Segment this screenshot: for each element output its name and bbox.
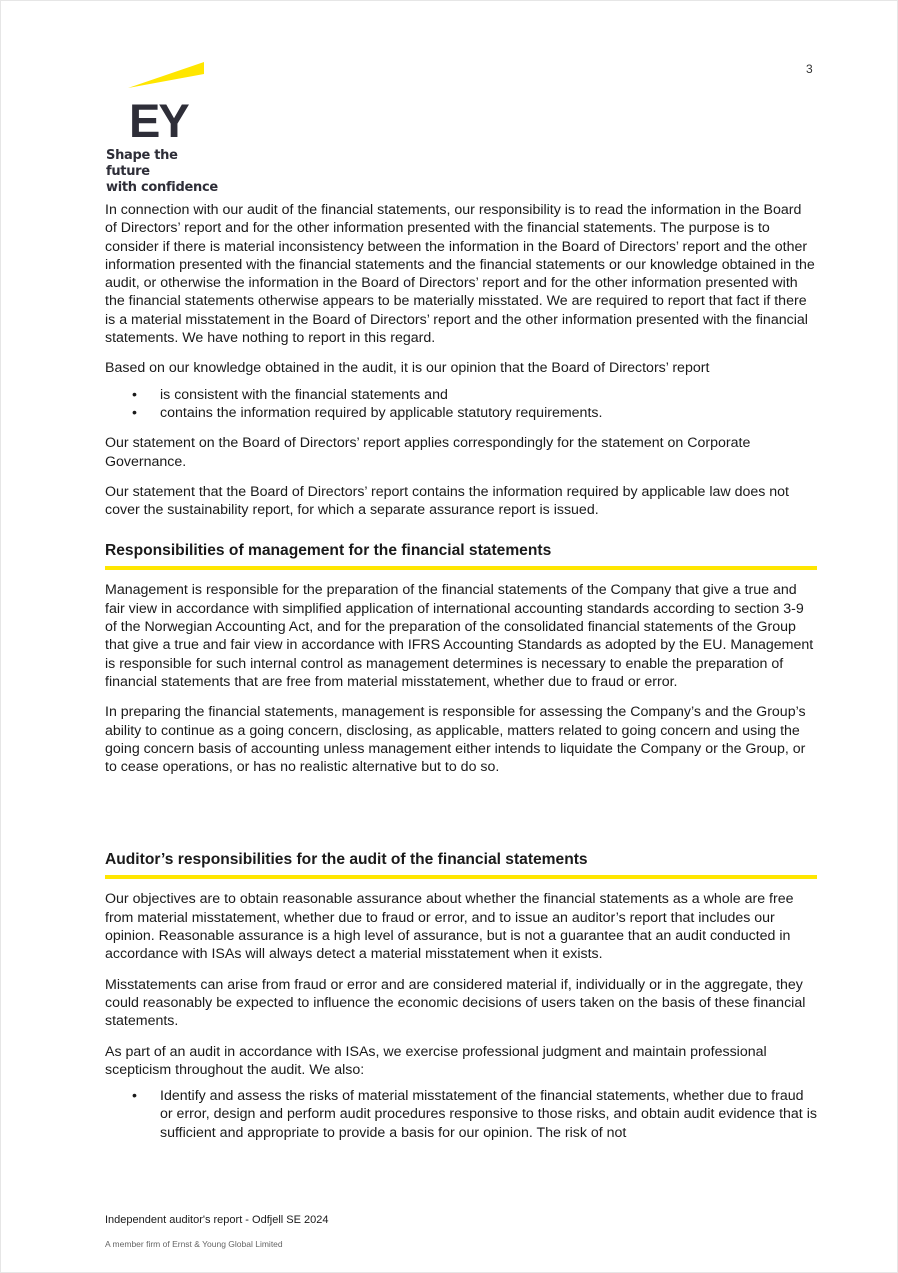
paragraph: In preparing the financial statements, management is responsible for assessing the Company’s and the Group’s ability to continue as a going concern, disclosing, as applicable, matters related to going concern and using the going concern basis of accounting unless management either intends to liquidate the Company or the Group, or to cease operations, or has no realistic alternative but to do so. <box>105 704 806 776</box>
opinion-bullet-list <box>105 386 817 423</box>
bullet-item: • is consistent with the financial statements and <box>105 386 817 404</box>
bullet-item: • contains the information required by applicable statutory requirements. <box>105 404 817 422</box>
paragraph: Our statement that the Board of Directors’ report contains the information required by applicable law does not cover the sustainability report, for which a separate assurance report is issued. <box>105 483 789 519</box>
logo-tagline <box>106 148 224 196</box>
footer-subtitle: A member firm of Ernst & Young Global Limited <box>105 1239 283 1249</box>
section-heading-management: Responsibilities of management for the financial statements <box>105 541 817 570</box>
bullet-item: • Identify and assess the risks of material misstatement of the financial statements, whether due to fraud or error, design and perform audit procedures responsive to those risks, and obtain audit evidence that is sufficient and appropriate to provide a basis for our opinion. The risk of not <box>105 1087 817 1142</box>
auditor-bullet-list <box>105 1087 817 1142</box>
logo-tagline-line1: Shape the future <box>106 148 178 179</box>
logo-wordmark: EY <box>129 94 188 147</box>
page-number: 3 <box>806 62 813 76</box>
footer-title: Independent auditor's report - Odfjell SE 2024 <box>105 1214 329 1226</box>
section-heading-auditor: Auditor’s responsibilities for the audit of the financial statements <box>105 850 817 879</box>
paragraph: Misstatements can arise from fraud or error and are considered material if, individually or in the aggregate, they could reasonably be expected to influence the economic decisions of users taken on the basis of these financial statements. <box>105 976 806 1030</box>
paragraph: Our objectives are to obtain reasonable assurance about whether the financial statements as a whole are free from material misstatement, whether due to fraud or error, and to issue an auditor’s report that includes our opinion. Reasonable assurance is a high level of assurance, but is not a guarantee that an audit conducted in accordance with ISAs will always detect a material misstatement when it exists. <box>105 891 794 963</box>
paragraph: Our statement on the Board of Directors’ report applies correspondingly for the statement on Corporate Governance. <box>105 435 751 470</box>
document-body <box>105 201 817 1154</box>
logo-tagline-line2: with confidence <box>106 180 218 195</box>
spacer <box>105 788 817 828</box>
ey-logo <box>104 60 224 195</box>
paragraph: Management is responsible for the preparation of the financial statements of the Company that give a true and fair view in accordance with simplified application of international accounting standards according to section 3-9 of the Norwegian Accounting Act, and for the preparation of the consolidated financial statements of the Group that give a true and fair view in accordance with IFRS Accounting Standards as adopted by the EU. Management is responsible for such internal control as management determines is necessary to enable the preparation of financial statements that are free from material misstatement, whether due to fraud or error. <box>105 582 814 690</box>
paragraph: In connection with our audit of the financial statements, our responsibility is to read the information in the Board of Directors’ report and for the other information presented with the financial statements. The purpose is to consider if there is material inconsistency between the information in the Board of Directors’ report and the other information presented with the financial statements and the financial statements or our knowledge obtained in the audit, or otherwise the information in the Board of Directors’ report and for the other information presented with the financial statements otherwise appears to be materially misstated. We are required to report that fact if there is a material misstatement in the Board of Directors’ report and the other information presented with the financial statements. We have nothing to report in this regard. <box>105 202 815 347</box>
paragraph: As part of an audit in accordance with ISAs, we exercise professional judgment and maintain professional scepticism throughout the audit. We also: <box>105 1043 767 1078</box>
paragraph: Based on our knowledge obtained in the audit, it is our opinion that the Board of Directors’ report <box>105 360 710 377</box>
